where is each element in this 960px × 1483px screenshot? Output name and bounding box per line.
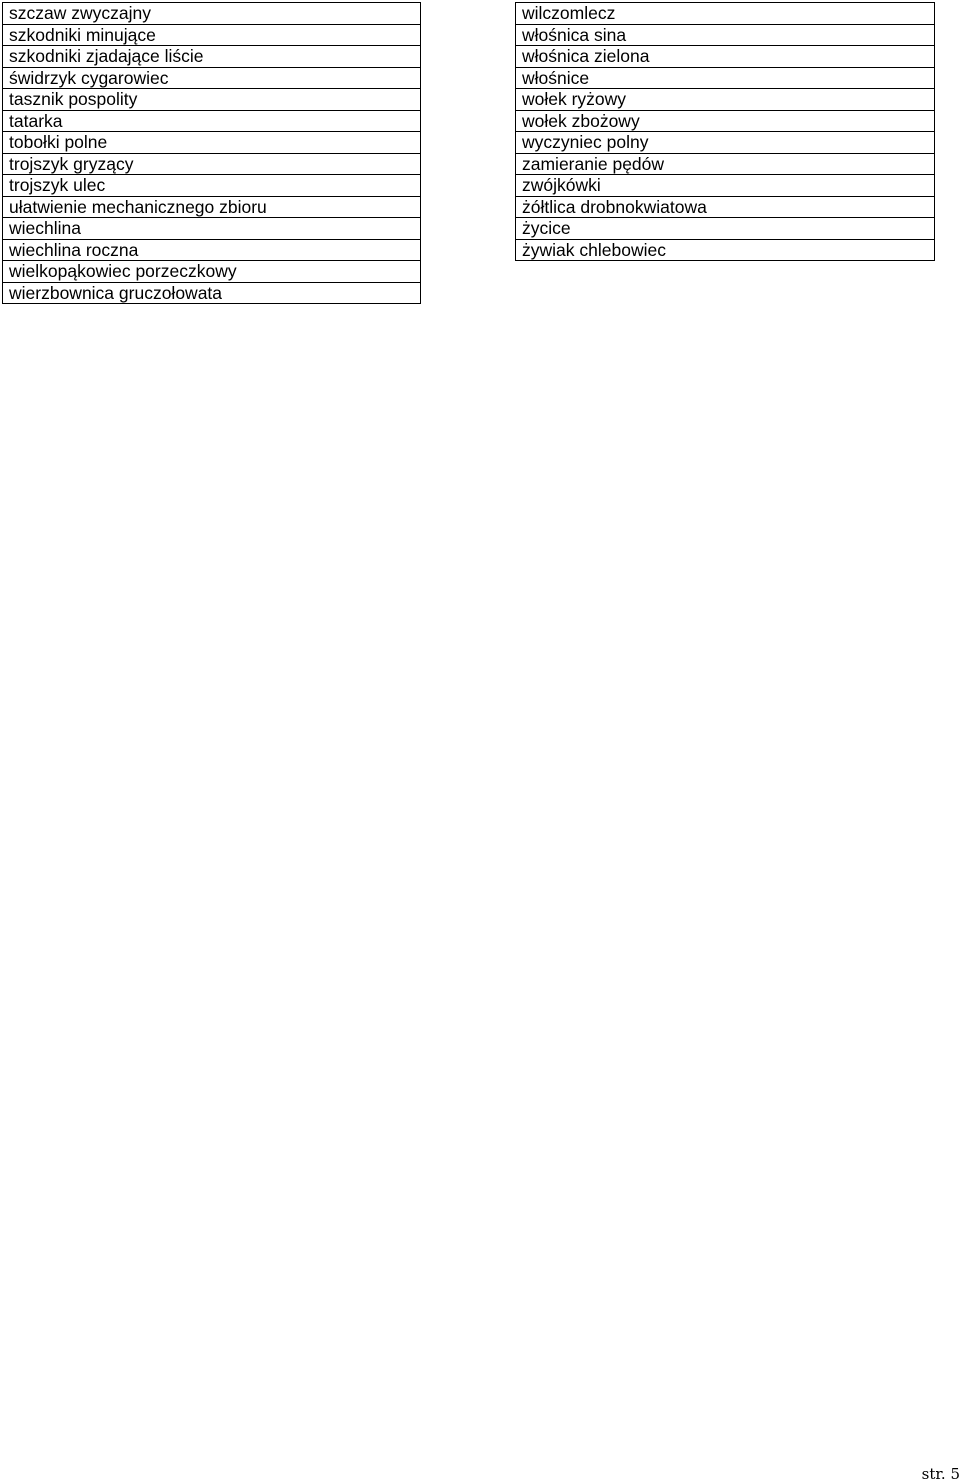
table-row (516, 153, 935, 175)
table-row (516, 132, 935, 154)
term-cell: tasznik pospolity (3, 89, 421, 111)
table-row (3, 239, 421, 261)
term-cell: świdrzyk cygarowiec (3, 67, 421, 89)
term-cell: szczaw zwyczajny (3, 3, 421, 25)
term-cell: szkodniki zjadające liście (3, 46, 421, 68)
table-row (516, 46, 935, 68)
term-cell: życice (516, 218, 935, 240)
table-row (3, 24, 421, 46)
term-cell: żółtlica drobnokwiatowa (516, 196, 935, 218)
table-row (3, 46, 421, 68)
table-row (516, 239, 935, 261)
table-row (3, 196, 421, 218)
term-cell: włośnica sina (516, 24, 935, 46)
table-row (3, 282, 421, 304)
table-row (3, 110, 421, 132)
term-cell: wyczyniec polny (516, 132, 935, 154)
table-row (3, 175, 421, 197)
term-cell: ułatwienie mechanicznego zbioru (3, 196, 421, 218)
table-row (3, 218, 421, 240)
term-cell: zwójkówki (516, 175, 935, 197)
table-row (3, 261, 421, 283)
table-row (3, 3, 421, 25)
table-row (3, 89, 421, 111)
term-cell: wierzbownica gruczołowata (3, 282, 421, 304)
table-row (3, 132, 421, 154)
term-cell: wiechlina roczna (3, 239, 421, 261)
term-cell: trojszyk gryzący (3, 153, 421, 175)
term-cell: zamieranie pędów (516, 153, 935, 175)
term-cell: szkodniki minujące (3, 24, 421, 46)
term-cell: wołek zbożowy (516, 110, 935, 132)
table-row (3, 153, 421, 175)
term-cell: żywiak chlebowiec (516, 239, 935, 261)
term-cell: wilczomlecz (516, 3, 935, 25)
term-cell: wołek ryżowy (516, 89, 935, 111)
table-row (516, 196, 935, 218)
term-cell: wiechlina (3, 218, 421, 240)
table-row (516, 3, 935, 25)
table-row (516, 89, 935, 111)
table-row (516, 175, 935, 197)
term-cell: tobołki polne (3, 132, 421, 154)
term-cell: wielkopąkowiec porzeczkowy (3, 261, 421, 283)
term-list-left (2, 2, 421, 304)
table-row (516, 67, 935, 89)
term-cell: tatarka (3, 110, 421, 132)
term-list-right (515, 2, 935, 261)
term-cell: trojszyk ulec (3, 175, 421, 197)
table-row (3, 67, 421, 89)
table-row (516, 24, 935, 46)
table-row (516, 110, 935, 132)
term-cell: włośnice (516, 67, 935, 89)
term-cell: włośnica zielona (516, 46, 935, 68)
table-row (516, 218, 935, 240)
page-number: str. 5 (921, 1465, 960, 1483)
